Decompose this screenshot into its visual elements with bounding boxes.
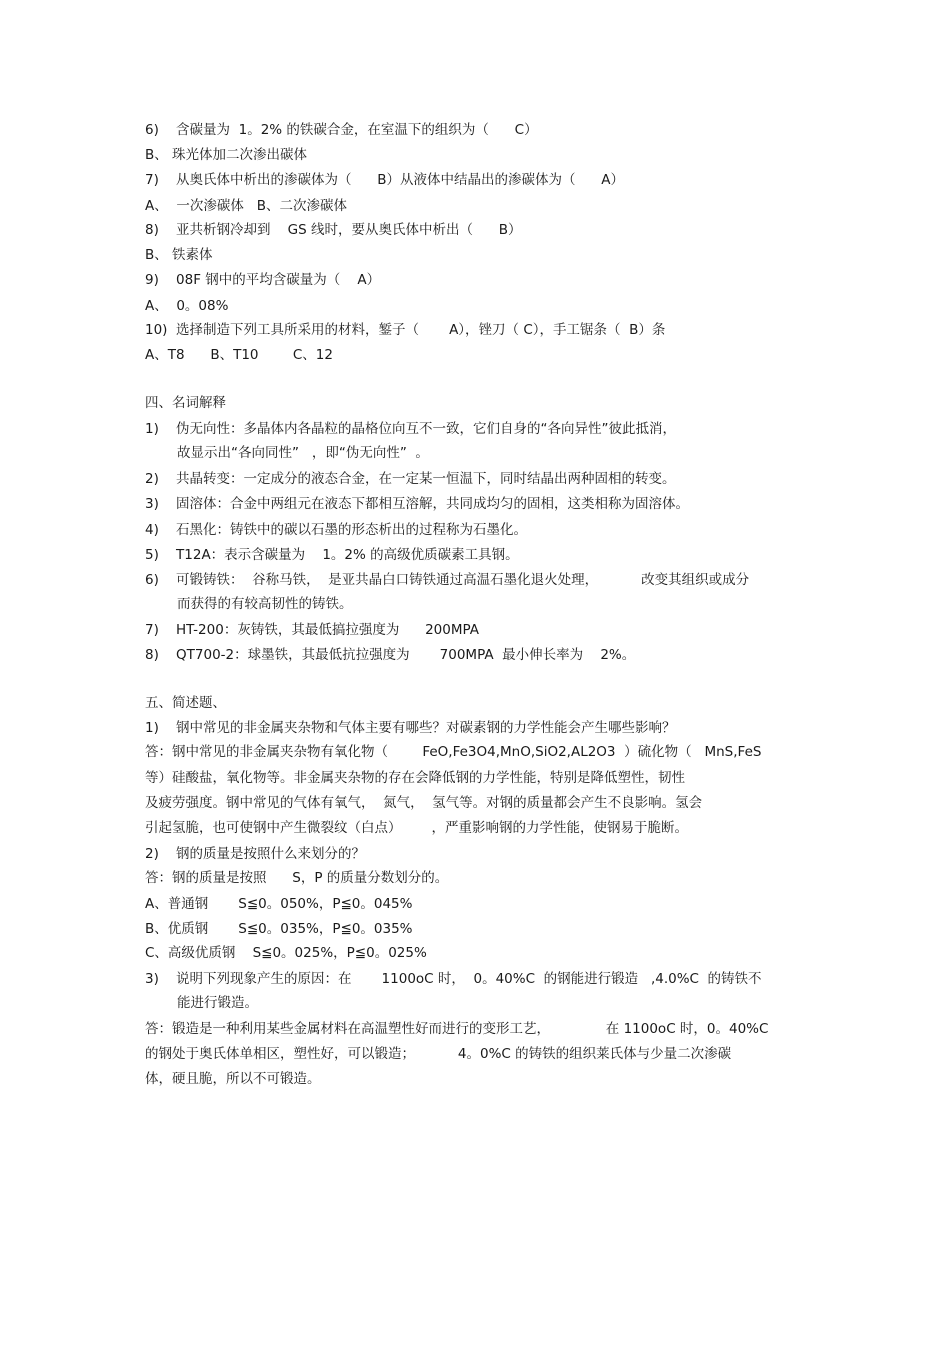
text-line: A、普通钢 S≦0。050%，P≦0。045% [145,896,413,912]
text-line: B、 铁素体 [145,247,213,263]
text-line: 2) 钢的质量是按照什么来划分的？ [145,846,366,862]
text-line: 1) 伪无向性：多晶体内各晶粒的晶格位向互不一致，它们自身的“各向异性”彼此抵消， [145,421,677,437]
text-line: 10) 选择制造下列工具所采用的材料，錾子（ A），锉刀（ C），手工锯条（ B）条 [145,322,666,338]
text-line: 能进行锻造。 [177,995,258,1011]
text-line: 7) 从奥氏体中析出的渗碳体为（ B）从液体中结晶出的渗碳体为（ A） [145,172,625,188]
text-line: 而获得的有较高韧性的铸铁。 [177,596,353,612]
text-line: A、 一次渗碳体 B、二次渗碳体 [145,198,347,214]
text-line: A、 0。08% [145,298,229,314]
text-line: 答：钢的质量是按照 S，P 的质量分数划分的。 [145,870,449,886]
text-line: 等）硅酸盐，氧化物等。非金属夹杂物的存在会降低钢的力学性能，特别是降低塑性，韧性 [145,770,685,786]
text-line: 的钢处于奥氏体单相区，塑性好，可以锻造； 4。0%C 的铸铁的组织莱氏体与少量二次渗碳 [145,1046,732,1062]
text-line: 答：钢中常见的非金属夹杂物有氧化物（ FeO,Fe3O4,MnO,SiO2,AL2O3 ）硫化物（ MnS,FeS [145,744,762,760]
section-heading: 五、简述题、 [145,695,226,711]
text-line: 7) HT-200：灰铸铁，其最低搞拉强度为 200MPA [145,622,479,638]
text-line: 8) QT700-2：球墨铁，其最低抗拉强度为 700MPA 最小伸长率为 2%。 [145,647,636,663]
text-line: 8) 亚共析钢冷却到 GS 线时，要从奥氏体中析出（ B） [145,222,522,238]
text-line: B、优质钢 S≦0。035%，P≦0。035% [145,921,413,937]
text-line: C、高级优质钢 S≦0。025%，P≦0。025% [145,945,427,961]
text-line: 答：锻造是一种利用某些金属材料在高温塑性好而进行的变形工艺， 在 1100oC 时，0。40%C [145,1021,769,1037]
text-line: 及疲劳强度。钢中常见的气体有氧气， 氮气， 氢气等。对钢的质量都会产生不良影响。氢会 [145,795,703,811]
text-line: 3) 说明下列现象产生的原因：在 1100oC 时， 0。40%C 的钢能进行锻造 ,4.0%C 的铸铁不 [145,971,762,987]
text-line: 引起氢脆，也可使钢中产生微裂纹（白点） ，严重影响钢的力学性能，使钢易于脆断。 [145,820,689,836]
text-line: 4) 石黑化：铸铁中的碳以石墨的形态析出的过程称为石墨化。 [145,522,528,538]
text-line: 3) 固溶体：合金中两组元在液态下都相互溶解，共同成均匀的固相，这类相称为固溶体。 [145,496,690,512]
text-line: 1) 钢中常见的非金属夹杂物和气体主要有哪些？对碳素钢的力学性能会产生哪些影响？ [145,720,676,736]
text-line: 6) 可锻铸铁： 谷称马铁， 是亚共晶白口铸铁通过高温石墨化退火处理， 改变其组织或成分 [145,572,750,588]
text-line: 2) 共晶转变：一定成分的液态合金，在一定某一恒温下，同时结晶出两种固相的转变。 [145,471,676,487]
text-line: A、T8 B、T10 C、12 [145,347,333,363]
text-line: 体，硬且脆，所以不可锻造。 [145,1071,321,1087]
text-line: 故显示出“各向同性” ，即“伪无向性” 。 [177,445,429,461]
text-line: 5) T12A：表示含碳量为 1。2% 的高级优质碳素工具钢。 [145,547,519,563]
text-line: 6) 含碳量为 1。2% 的铁碳合金，在室温下的组织为（ C） [145,122,538,138]
section-heading: 四、名词解释 [145,395,226,411]
text-line: 9) 08F 钢中的平均含碳量为（ A） [145,272,381,288]
text-line: B、 珠光体加二次渗出碳体 [145,147,308,163]
